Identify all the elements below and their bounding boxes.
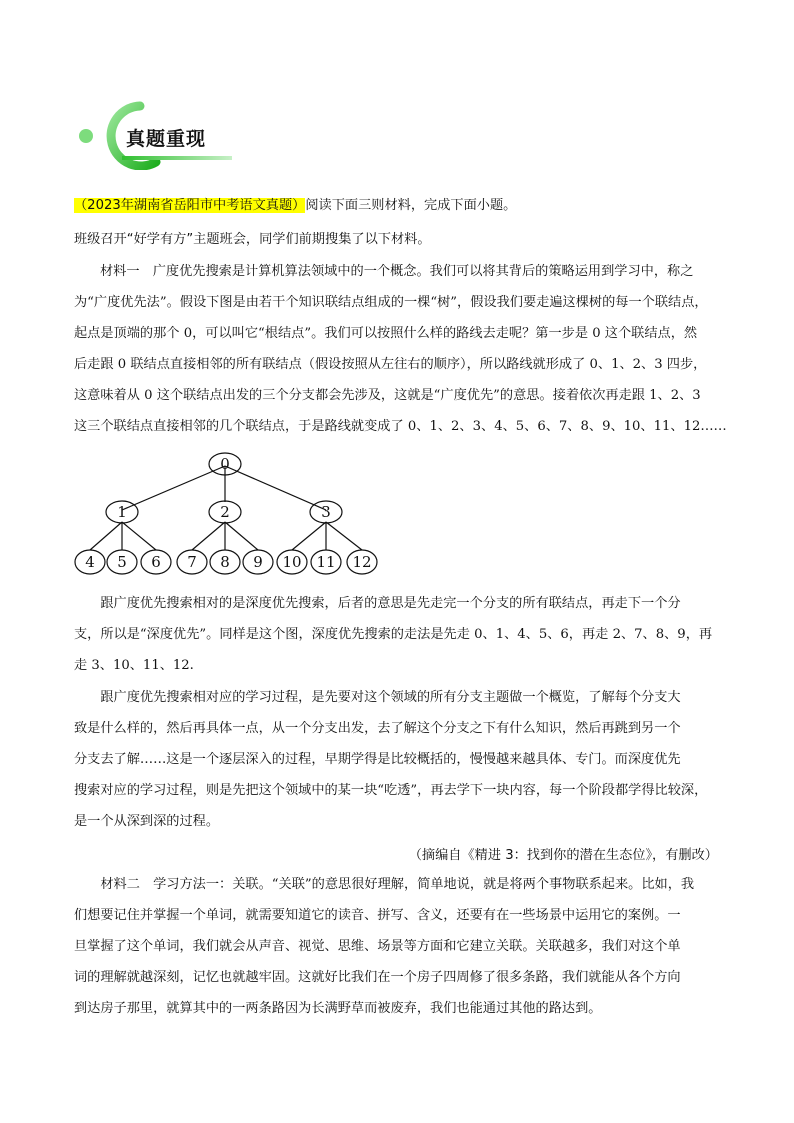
paragraph-line: 起点是顶端的那个 0，可以叫它“根结点”。我们可以按照什么样的路线去走呢？第一步是 0 这个联结点，然 bbox=[74, 326, 698, 341]
paragraph-line: 跟广度优先搜索相对应的学习过程，是先要对这个领域的所有分支主题做一个概览，了解每个分支大 bbox=[74, 690, 681, 705]
paragraph-line: 材料一 广度优先搜索是计算机算法领域中的一个概念。我们可以将其背后的策略运用到学习中，称之 bbox=[100, 264, 694, 279]
paragraph-line: 致是什么样的，然后再具体一点，从一个分支出发，去了解这个分支之下有什么知识，然后再跳到另一个 bbox=[74, 721, 681, 736]
tree-node-label: 1 bbox=[117, 503, 127, 521]
paragraph-line: 材料二 学习方法一：关联。“关联”的意思很好理解，简单地说，就是将两个事物联系起来。比如，我 bbox=[74, 877, 695, 892]
tree-node-label: 7 bbox=[187, 553, 197, 571]
paragraph-line: 为“广度优先法”。假设下图是由若干个知识联结点组成的一棵“树”，假设我们要走遍这棵树的每一个联结点， bbox=[74, 295, 708, 310]
material-source: （摘编自《精进 3：找到你的潜在生态位》，有删改） bbox=[408, 848, 718, 863]
tree-node-label: 2 bbox=[220, 503, 230, 521]
paragraph-line: 支，所以是“深度优先”。同样是这个图，深度优先搜索的走法是先走 0、1、4、5、6，再走 2、7、8、9，再 bbox=[74, 627, 713, 642]
tree-node-label: 6 bbox=[151, 553, 161, 571]
paragraph-line: 旦掌握了这个单词，我们就会从声音、视觉、思维、场景等方面和它建立关联。关联越多，我们对这个单 bbox=[74, 939, 681, 954]
paragraph-line: 跟广度优先搜索相对的是深度优先搜索，后者的意思是先走完一个分支的所有联结点，再走下一个分 bbox=[74, 596, 681, 611]
context-line: 班级召开“好学有方”主题班会，同学们前期搜集了以下材料。 bbox=[74, 232, 431, 247]
paragraph-line: 这三个联结点直接相邻的几个联结点，于是路线就变成了 0、1、2、3、4、5、6、7、8、9、10、11、12…… bbox=[74, 419, 727, 434]
paragraph-line: 走 3、10、11、12. bbox=[74, 658, 194, 673]
tree-node-label: 5 bbox=[117, 553, 127, 571]
tree-node-label: 10 bbox=[282, 553, 302, 571]
tree-node-label: 12 bbox=[352, 553, 372, 571]
paragraph-line: 词的理解就越深刻，记忆也就越牢固。这就好比我们在一个房子四周修了很多条路，我们就能从各个方向 bbox=[74, 970, 681, 985]
paragraph-line: 是一个从深到深的过程。 bbox=[74, 814, 220, 829]
tree-node-label: 3 bbox=[321, 503, 331, 521]
section-title: 真题重现 bbox=[126, 128, 207, 150]
tree-node-label: 0 bbox=[220, 455, 230, 473]
intro-line bbox=[74, 196, 516, 216]
paragraph-line: 们想要记住并掌握一个单词，就需要知道它的读音、拼写、含义，还要有在一些场景中运用它的案例。一 bbox=[74, 908, 681, 923]
tree-node-label: 11 bbox=[316, 553, 336, 571]
tree-diagram bbox=[70, 448, 390, 580]
tree-node-label: 4 bbox=[85, 553, 95, 571]
paragraph-line: 后走跟 0 联结点直接相邻的所有联结点（假设按照从左往右的顺序），所以路线就形成了 0、1、2、3 四步， bbox=[74, 357, 707, 372]
paragraph-line: 这意味着从 0 这个联结点出发的三个分支都会先涉及，这就是“广度优先”的意思。接着依次再走跟 1、2、3 bbox=[74, 388, 701, 403]
instruction: 阅读下面三则材料，完成下面小题。 bbox=[305, 198, 517, 213]
tree-node-label: 8 bbox=[220, 553, 230, 571]
paragraph-line: 到达房子那里，就算其中的一两条路因为长满野草而被废弃，我们也能通过其他的路达到。 bbox=[74, 1001, 602, 1016]
paragraph-line: 搜索对应的学习过程，则是先把这个领域中的某一块“吃透”，再去学下一块内容，每一个阶段都学得比较深， bbox=[74, 783, 708, 798]
paragraph-line: 分支去了解……这是一个逐层深入的过程，早期学得是比较概括的，慢慢越来越具体、专门。而深度优先 bbox=[74, 752, 681, 767]
source-tag: （2023年湖南省岳阳市中考语文真题） bbox=[74, 198, 306, 213]
badge-dot bbox=[79, 129, 93, 143]
tree-node-label: 9 bbox=[253, 553, 263, 571]
